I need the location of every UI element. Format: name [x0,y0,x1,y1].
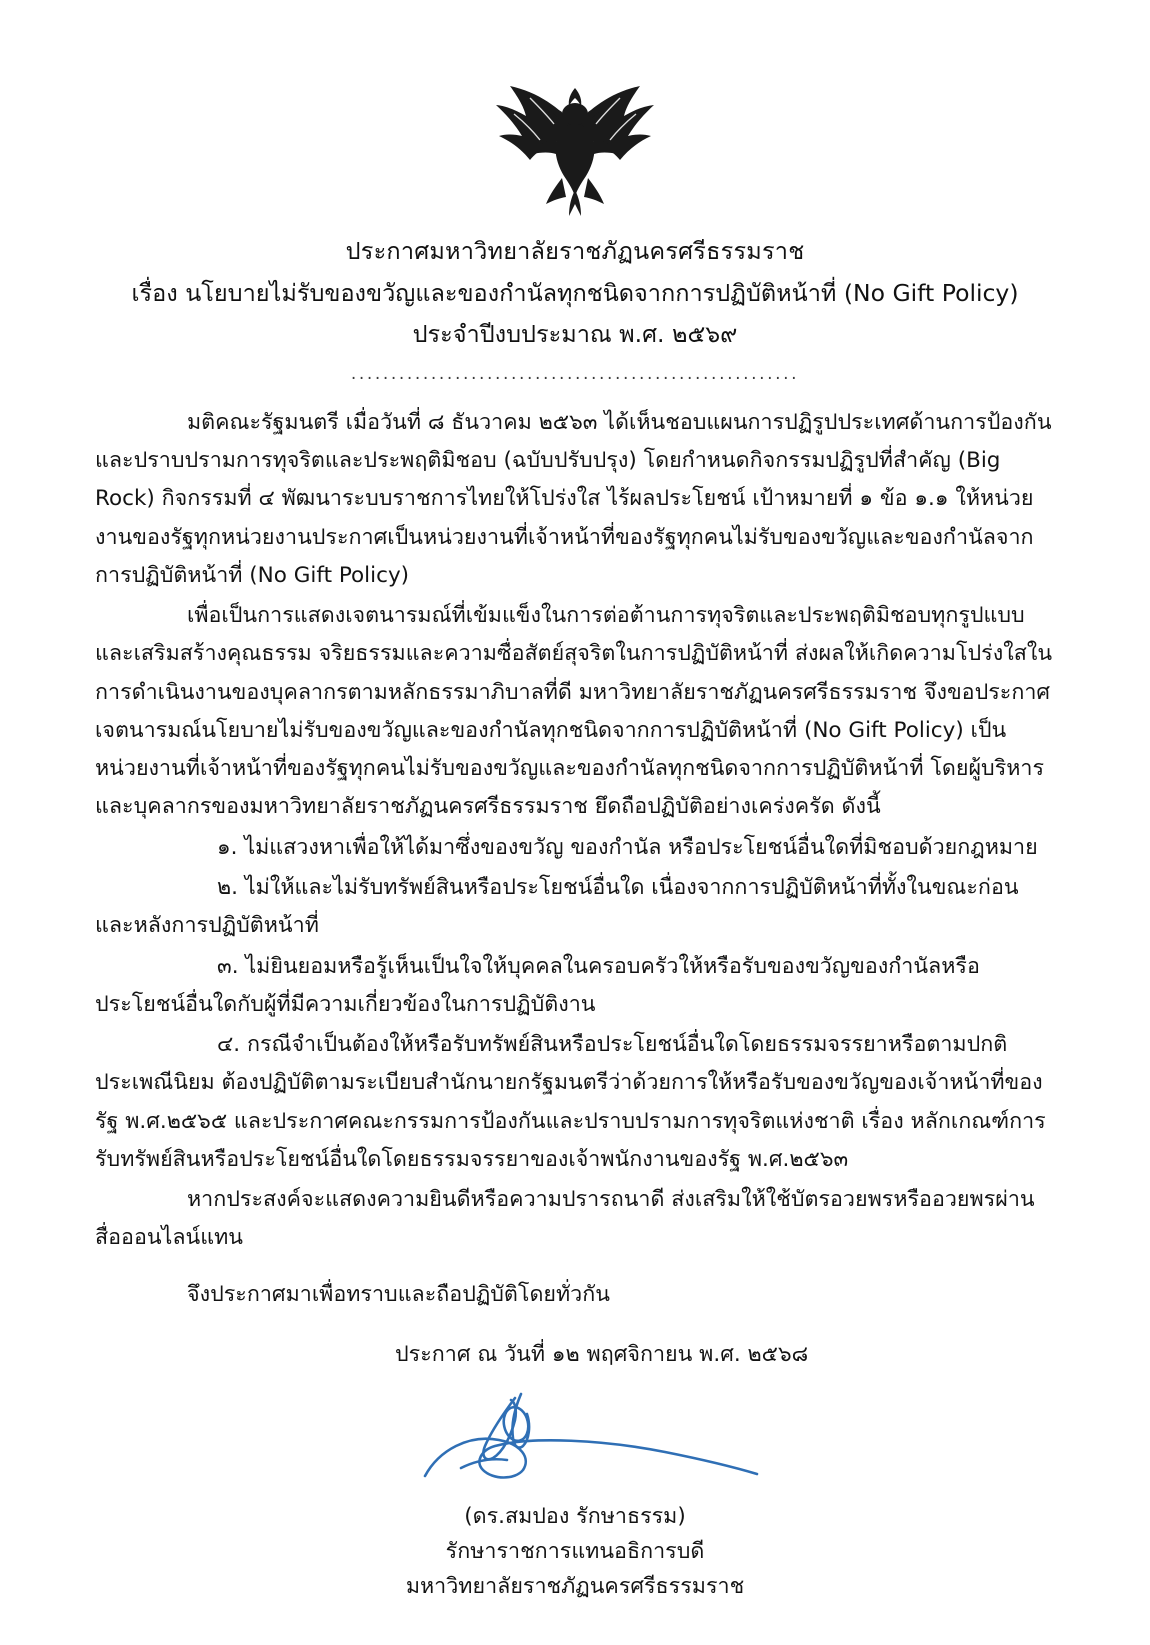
closing-statement: จึงประกาศมาเพื่อทราบและถือปฏิบัติโดยทั่วกัน [187,1281,610,1307]
announcement-date: ประกาศ ณ วันที่ ๑๒ พฤศจิกายน พ.ศ. ๒๕๖๘ [395,1341,809,1367]
signer-organization: มหาวิทยาลัยราชภัฏนครศรีธรรมราช [405,1573,745,1599]
garuda-emblem [490,78,660,223]
list-item-1: ๑. ไม่แสวงหาเพื่อให้ได้มาซึ่งของขวัญ ของกำนัล หรือประโยชน์อื่นใดที่มิชอบด้วยกฎหมาย [217,834,1038,860]
signature-block [95,1380,1055,1604]
document-subject: เรื่อง นโยบายไม่รับของขวัญและของกำนัลทุกชนิดจากการปฏิบัติหน้าที่ (No Gift Policy) [131,278,1019,307]
signer-position: รักษาราชการแทนอธิการบดี [445,1538,705,1564]
page-title: ประกาศมหาวิทยาลัยราชภัฏนครศรีธรรมราช [345,237,805,265]
list-item-3: ๓. ไม่ยินยอมหรือรู้เห็นเป็นใจให้บุคคลในครอบครัวให้หรือรับของขวัญของกำนัลหรือประโยชน์อื่นใดกับผู้ที่มีความเกี่ยวข้องในการปฏิบัติงาน [95,953,980,1017]
list-item-2: ๒. ไม่ให้และไม่รับทรัพย์สินหรือประโยชน์อื่นใด เนื่องจากการปฏิบัติหน้าที่ทั้งในขณะก่อน และหลังการปฏิบัติหน้าที่ [95,874,1019,939]
paragraph-3: หากประสงค์จะแสดงความยินดีหรือความปรารถนาดี ส่งเสริมให้ใช้บัตรอวยพรหรืออวยพรผ่านสื่อออนไลน์แทน [95,1187,1035,1251]
paragraph-2: เพื่อเป็นการแสดงเจตนารมณ์ที่เข้มแข็งในการต่อต้านการทุจริตและประพฤติมิชอบทุกรูปแบบและเสริมสร้างคุณธรรม จริยธรรมและความซื่อสัตย์สุจริตในการปฏิบัติหน้าที่ ส่งผลให้เกิดความโปร่งใสในการดำเนินงานของบุคลากรตามหลักธรรมาภิบาลที่ดี มหาวิทยาลัยราชภัฏนครศรีธรรมราช จึงขอประกาศเจตนารมณ์นโยบายไม่รับของขวัญและของกำนัลทุกชนิดจากการปฏิบัติหน้าที่ (No Gift Policy) เป็นหน่วยงานที่เจ้าหน้าที่ของรัฐทุกคนไม่รับของขวัญและของกำนัลทุกชนิดจากการปฏิบัติหน้าที่ โดยผู้บริหารและบุคลากรของมหาวิทยาลัยราชภัฏนครศรีธรรมราช ยึดถือปฏิบัติอย่างเคร่งครัด ดังนี้ [95,603,1053,820]
document-header [95,233,1055,354]
list-item-4: ๔. กรณีจำเป็นต้องให้หรือรับทรัพย์สินหรือประโยชน์อื่นใดโดยธรรมจรรยาหรือตามปกติประเพณีนิยม ต้องปฏิบัติตามระเบียบสำนักนายกรัฐมนตรีว่าด้วยการให้หรือรับของขวัญของเจ้าหน้าที่ของรัฐ พ.ศ.๒๕๖๕ และประกาศคณะกรรมการป้องกันและปราบปรามการทุจริตแห่งชาติ เรื่อง หลักเกณฑ์การรับทรัพย์สินหรือประโยชน์อื่นใดโดยธรรมจรรยาของเจ้าพนักงานของรัฐ พ.ศ.๒๕๖๓ [95,1032,1046,1172]
signer-name: (ดร.สมปอง รักษาธรรม) [464,1504,686,1530]
paragraph-1: มติคณะรัฐมนตรี เมื่อวันที่ ๘ ธันวาคม ๒๕๖๓ ได้เห็นชอบแผนการปฏิรูปประเทศด้านการป้องกันและปราบปรามการทุจริตและประพฤติมิชอบ (ฉบับปรับปรุง) โดยกำหนดกิจกรรมปฏิรูปที่สำคัญ (Big Rock) กิจกรรมที่ ๔ พัฒนาระบบราชการไทยให้โปร่งใส ไร้ผลประโยชน์ เป้าหมายที่ ๑ ข้อ ๑.๑ ให้หน่วยงานของรัฐทุกหน่วยงานประกาศเป็นหน่วยงานที่เจ้าหน้าที่ของรัฐทุกคนไม่รับของขวัญและของกำนัลจากการปฏิบัติหน้าที่ (No Gift Policy) [95,409,1052,588]
fiscal-year: ประจำปีงบประมาณ พ.ศ. ๒๕๖๙ [412,320,738,349]
dotted-divider: ........................................................ [350,363,800,384]
handwritten-signature [95,1380,1055,1500]
emblem-container [95,78,1055,227]
document-body [95,404,1055,1374]
